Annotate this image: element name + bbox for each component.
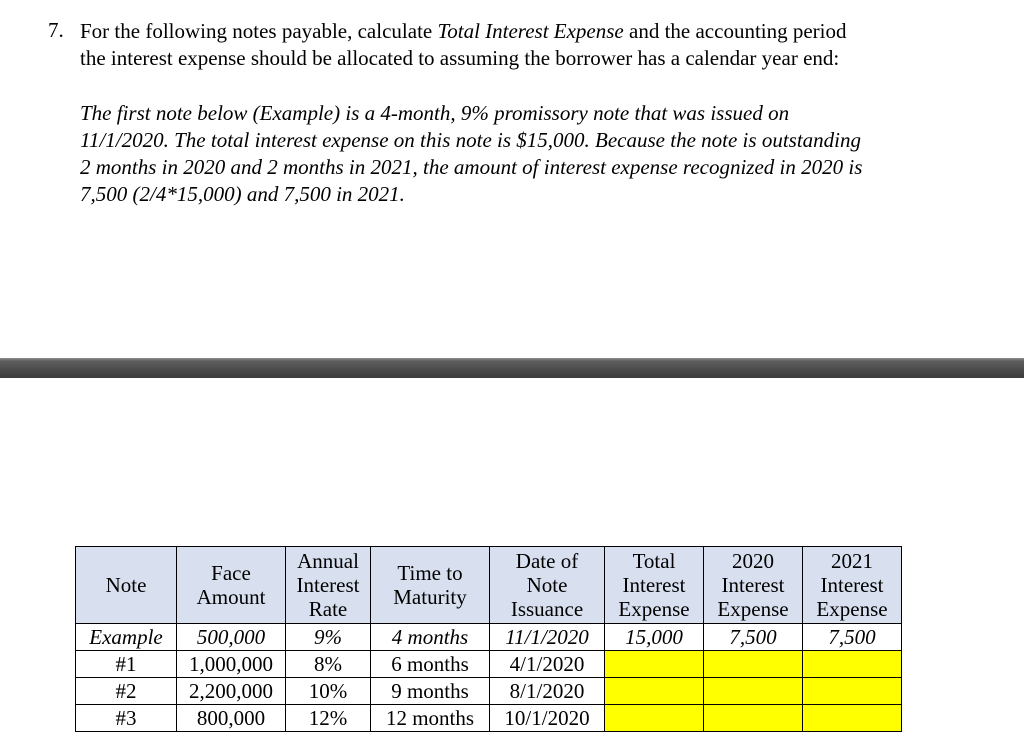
- example-line-1: The first note below (Example) is a 4-month, 9% promissory note that was issued on: [80, 101, 790, 125]
- table-row-3: [76, 705, 902, 732]
- cell-face-amount: 800,000: [177, 705, 286, 732]
- answer-2020-interest[interactable]: [704, 651, 803, 678]
- cell-date: 11/1/2020: [490, 624, 605, 651]
- cell-note: #1: [76, 651, 177, 678]
- cell-date: 4/1/2020: [490, 651, 605, 678]
- cell-2020-interest: 7,500: [704, 624, 803, 651]
- cell-rate: 12%: [286, 705, 371, 732]
- table-row-2: [76, 678, 902, 705]
- total-interest-expense-emphasis: Total Interest Expense: [437, 19, 624, 43]
- example-line-2: 11/1/2020. The total interest expense on this note is $15,000. Because the note is outstanding: [80, 128, 861, 152]
- cell-face-amount: 1,000,000: [177, 651, 286, 678]
- answer-2020-interest[interactable]: [704, 705, 803, 732]
- answer-2021-interest[interactable]: [803, 651, 902, 678]
- table-header-row: [76, 547, 902, 624]
- question-line-2: the interest expense should be allocated to assuming the borrower has a calendar year end:: [80, 46, 840, 70]
- answer-total-interest[interactable]: [605, 705, 704, 732]
- cell-date: 10/1/2020: [490, 705, 605, 732]
- header-annual-interest-rate: Annual Interest Rate: [286, 547, 371, 624]
- cell-face-amount: 500,000: [177, 624, 286, 651]
- notes-payable-table: [75, 546, 902, 732]
- cell-time: 6 months: [371, 651, 490, 678]
- question-text: [80, 18, 980, 72]
- cell-face-amount: 2,200,000: [177, 678, 286, 705]
- cell-rate: 8%: [286, 651, 371, 678]
- answer-2021-interest[interactable]: [803, 705, 902, 732]
- header-2021-interest-expense: 2021 Interest Expense: [803, 547, 902, 624]
- cell-date: 8/1/2020: [490, 678, 605, 705]
- question-line-1: For the following notes payable, calculate Total Interest Expense and the accounting period: [80, 19, 847, 43]
- answer-2021-interest[interactable]: [803, 678, 902, 705]
- cell-note: Example: [76, 624, 177, 651]
- cell-time: 9 months: [371, 678, 490, 705]
- cell-rate: 10%: [286, 678, 371, 705]
- header-note: Note: [76, 547, 177, 624]
- page-divider-bar: [0, 358, 1024, 378]
- table-row-1: [76, 651, 902, 678]
- header-date-of-issuance: Date of Note Issuance: [490, 547, 605, 624]
- header-time-to-maturity: Time to Maturity: [371, 547, 490, 624]
- cell-total-interest: 15,000: [605, 624, 704, 651]
- table-row-example: [76, 624, 902, 651]
- example-explanation: [80, 100, 980, 208]
- header-2020-interest-expense: 2020 Interest Expense: [704, 547, 803, 624]
- question-number: 7.: [48, 18, 64, 42]
- cell-time: 12 months: [371, 705, 490, 732]
- example-line-4: 7,500 (2/4*15,000) and 7,500 in 2021.: [80, 182, 405, 206]
- header-face-amount: Face Amount: [177, 547, 286, 624]
- cell-note: #3: [76, 705, 177, 732]
- answer-total-interest[interactable]: [605, 651, 704, 678]
- example-line-3: 2 months in 2020 and 2 months in 2021, the amount of interest expense recognized in 2020 is: [80, 155, 863, 179]
- cell-time: 4 months: [371, 624, 490, 651]
- cell-rate: 9%: [286, 624, 371, 651]
- header-total-interest-expense: Total Interest Expense: [605, 547, 704, 624]
- cell-note: #2: [76, 678, 177, 705]
- cell-2021-interest: 7,500: [803, 624, 902, 651]
- answer-2020-interest[interactable]: [704, 678, 803, 705]
- answer-total-interest[interactable]: [605, 678, 704, 705]
